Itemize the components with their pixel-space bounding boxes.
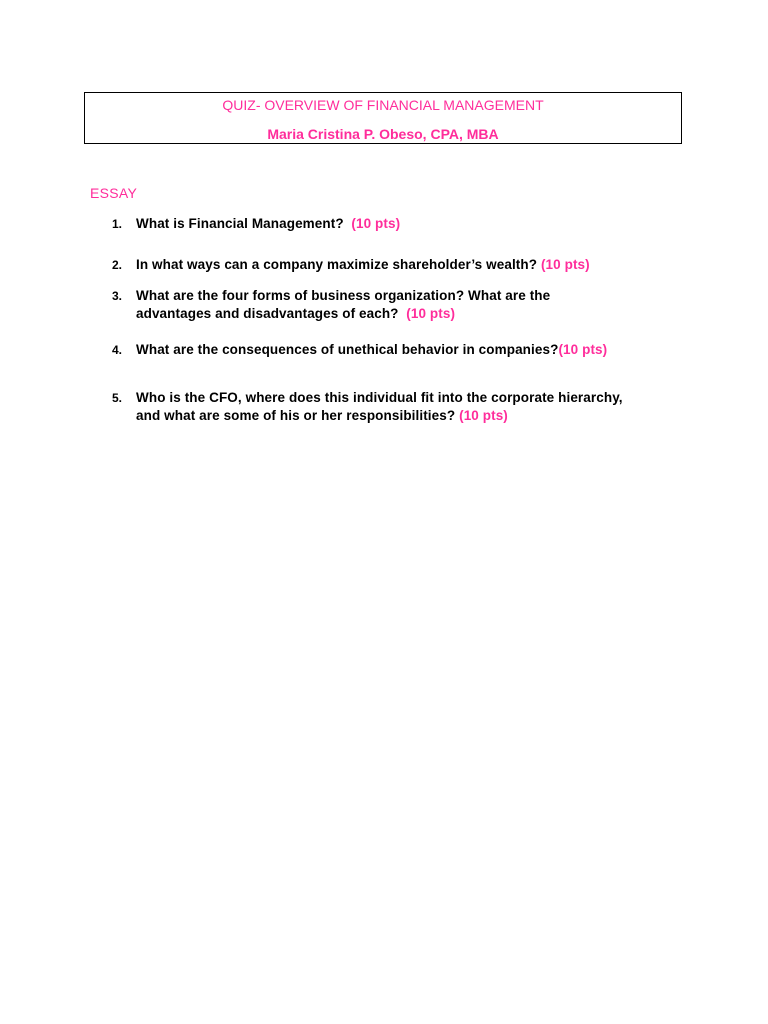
section-title-essay: ESSAY [90,185,138,201]
quiz-title: QUIZ- OVERVIEW OF FINANCIAL MANAGEMENT [222,97,544,113]
question-text [136,215,696,233]
question-number: 2. [112,258,123,272]
question-number: 5. [112,391,123,405]
question-text [136,341,696,359]
question-line: What is Financial Management? [136,216,344,231]
question-points: (10 pts) [351,216,401,231]
question-points: (10 pts) [459,408,508,423]
question-number: 3. [112,289,123,303]
quiz-header-box [84,92,682,144]
question-number: 1. [112,217,123,231]
question-line: and what are some of his or her responsibilities? [136,408,456,423]
question-line: Who is the CFO, where does this individual fit into the corporate hierarchy, [136,390,623,405]
question-line: advantages and disadvantages of each? [136,306,399,321]
question-text [136,287,696,323]
question-points: (10 pts) [406,306,456,321]
question-text [136,256,696,274]
question-text [136,389,696,425]
question-line: In what ways can a company maximize shareholder’s wealth? [136,257,538,272]
question-line: What are the four forms of business organization? What are the [136,288,551,303]
question-line: What are the consequences of unethical behavior in companies? [136,342,559,357]
question-points: (10 pts) [558,342,608,357]
question-number: 4. [112,343,123,357]
quiz-author: Maria Cristina P. Obeso, CPA, MBA [267,126,499,142]
question-points: (10 pts) [540,257,590,272]
